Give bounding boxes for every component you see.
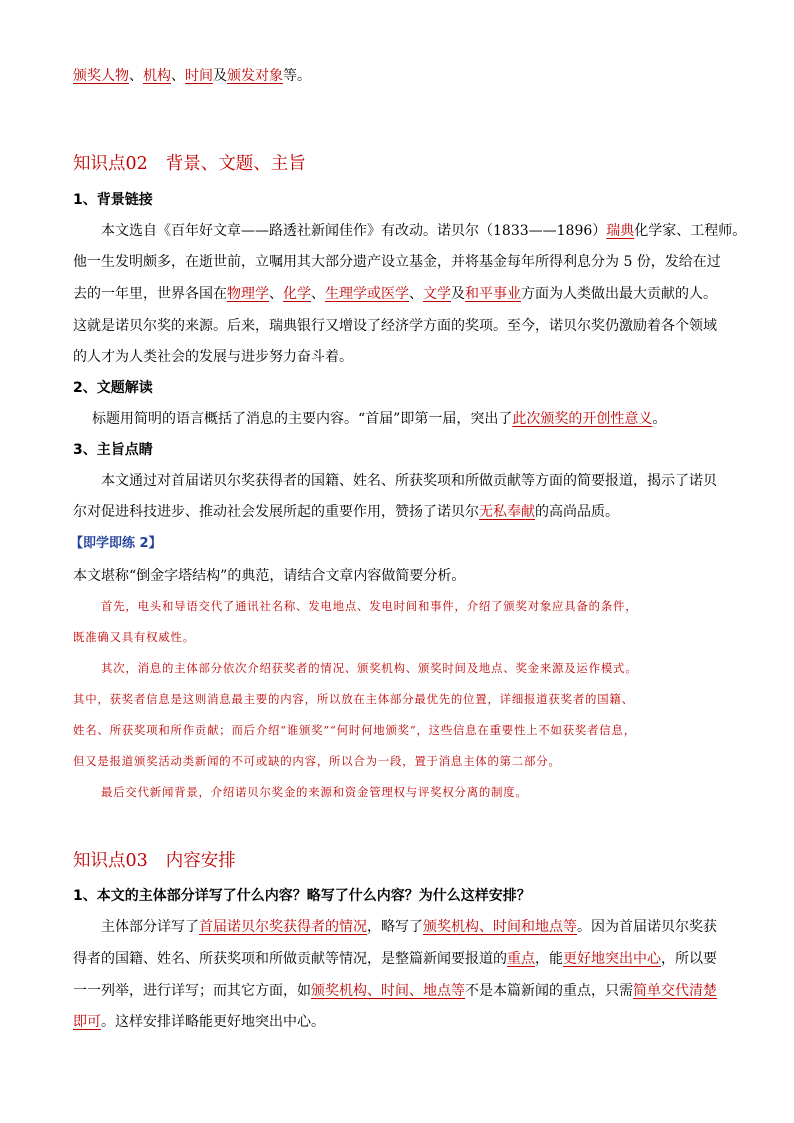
background-line-5: 的人才为人类社会的发展与进步努力奋斗着。 — [73, 349, 353, 365]
theme-heading: 3、主旨点睛 — [73, 442, 153, 458]
highlight-other: 颁奖机构、时间、地点等 — [311, 983, 465, 999]
answer-line-7: 最后交代新闻背景，介绍诺贝尔奖金的来源和资金管理权与评奖权分离的制度。 — [101, 785, 528, 799]
content-line-3: 一一列举，进行详写；而其它方面，如颁奖机构、时间、地点等不是本篇新闻的重点，只需简单交代清楚 — [73, 983, 717, 999]
section-number: 知识点03 — [73, 851, 148, 871]
highlight-sweden: 瑞典 — [606, 223, 635, 239]
highlight-time: 时间 — [185, 68, 213, 84]
answer-line-6: 但又是报道颁奖活动类新闻的不可或缺的内容，所以合为一段，置于消息主体的第二部分。 — [73, 754, 561, 768]
background-line-3: 去的一年里，世界各国在物理学、化学、生理学或医学、文学及和平事业方面为人类做出最大贡献的人。 — [73, 286, 717, 302]
answer-line-4: 其中，获奖者信息是这则消息最主要的内容，所以放在主体部分最优先的位置，详细报道获奖者的国籍、 — [73, 692, 634, 706]
theme-line-2: 尔对促进科技进步、推动社会发展所起的重要作用，赞扬了诺贝尔无私奉献的高尚品质。 — [73, 504, 619, 520]
answer-line-5: 姓名、所获奖项和所作贡献；而后介绍“谁颁奖”“何时何地颁奖”，这些信息在重要性上不如获奖者信息， — [73, 723, 636, 737]
highlight-key: 重点 — [507, 951, 535, 967]
content-line-2: 得者的国籍、姓名、所获奖项和所做贡献等情况，是整篇新闻要报道的重点，能更好地突出中心，所以要 — [73, 951, 717, 967]
highlight-medicine: 生理学或医学 — [325, 286, 409, 302]
question-heading: 1、本文的主体部分详写了什么内容？略写了什么内容？为什么这样安排？ — [73, 888, 531, 904]
highlight-simple: 简单交代清楚 — [633, 983, 717, 999]
practice-question: 本文堪称“倒金字塔结构”的典范，请结合文章内容做简要分析。 — [73, 568, 466, 584]
highlight-brief: 颁奖机构、时间和地点等 — [423, 919, 577, 935]
highlight-center: 更好地突出中心 — [563, 951, 661, 967]
highlight-pioneering: 此次颁奖的开创性意义 — [512, 411, 653, 427]
practice-badge: 【即学即练 2】 — [70, 536, 162, 551]
highlight-agency: 机构 — [143, 68, 171, 84]
answer-line-1: 首先，电头和导语交代了通讯社名称、发电地点、发电时间和事件，介绍了颁奖对象应具备的条件， — [101, 599, 638, 613]
intro-line: 颁奖人物、机构、时间及颁发对象等。 — [73, 68, 311, 84]
background-heading: 1、背景链接 — [73, 192, 153, 208]
section-title: 内容安排 — [165, 851, 236, 871]
content-line-1: 主体部分详写了首届诺贝尔奖获得者的情况，略写了颁奖机构、时间和地点等。因为首届诺贝尔奖获 — [101, 919, 717, 935]
theme-line-1: 本文通过对首届诺贝尔奖获得者的国籍、姓名、所获奖项和所做贡献等方面的简要报道，揭示了诺贝 — [101, 473, 717, 489]
background-line-1: 本文选自《百年好文章——路透社新闻佳作》有改动。诺贝尔（1833——1896）瑞典化学家、工程师。 — [101, 223, 747, 239]
answer-line-2: 既准确又具有权威性。 — [73, 630, 195, 644]
highlight-enough: 即可 — [73, 1014, 101, 1030]
highlight-award-people: 颁奖人物 — [73, 68, 129, 84]
title-line-1: 标题用简明的语言概括了消息的主要内容。“首届”即第一届，突出了此次颁奖的开创性意义。 — [92, 411, 667, 427]
section-heading-03 — [73, 849, 236, 873]
answer-line-3: 其次，消息的主体部分依次介绍获奖者的情况、颁奖机构、颁奖时间及地点、奖金来源及运作模式。 — [101, 661, 638, 675]
highlight-selfless: 无私奉献 — [479, 504, 535, 520]
section-heading-02 — [73, 152, 306, 176]
highlight-peace: 和平事业 — [465, 286, 521, 302]
highlight-literature: 文学 — [423, 286, 451, 302]
section-number: 知识点02 — [73, 154, 148, 174]
highlight-detail: 首届诺贝尔奖获得者的情况 — [199, 919, 367, 935]
highlight-physics: 物理学 — [227, 286, 269, 302]
highlight-target: 颁发对象 — [227, 68, 283, 84]
background-line-4: 这就是诺贝尔奖的来源。后来，瑞典银行又增设了经济学方面的奖项。至今，诺贝尔奖仍激励着各个领域 — [73, 318, 717, 334]
title-heading: 2、文题解读 — [73, 380, 153, 396]
content-line-4: 即可。这样安排详略能更好地突出中心。 — [73, 1014, 325, 1030]
highlight-chemistry: 化学 — [283, 286, 311, 302]
background-line-2: 他一生发明颇多，在逝世前，立嘱用其大部分遗产设立基金，并将基金每年所得利息分为 5 份，发给在过 — [73, 254, 721, 270]
section-title: 背景、文题、主旨 — [165, 154, 306, 174]
